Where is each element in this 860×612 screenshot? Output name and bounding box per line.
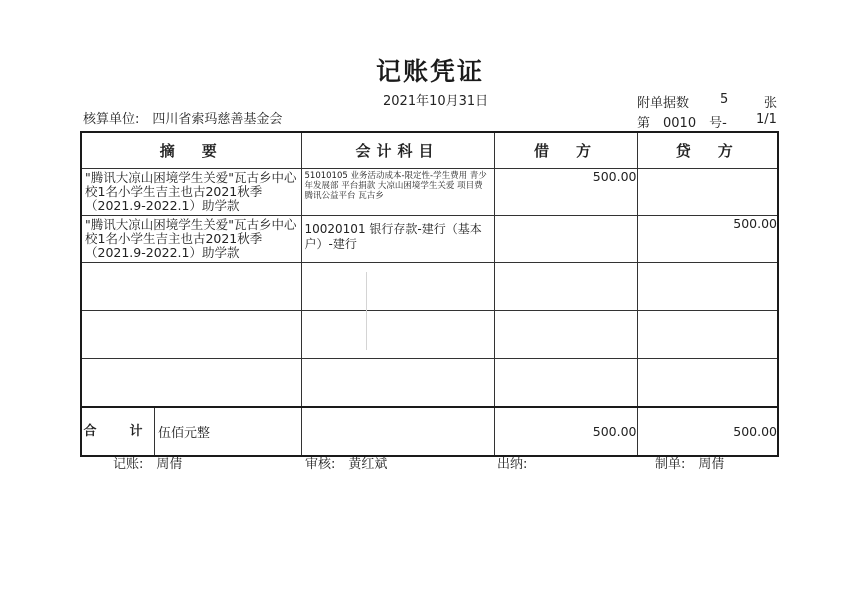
accounting-unit: 核算单位: 四川省索玛慈善基金会	[83, 112, 283, 127]
debit-cell	[494, 216, 637, 263]
attachments-count: 5	[720, 92, 729, 107]
account-cell	[301, 169, 494, 216]
summary-text: "腾讯大凉山困境学生关爱"瓦古乡中心校1名小学生吉主也古2021秋季（2021.9-2022.1）助学款	[85, 170, 297, 213]
attachments-label: 附单据数	[637, 96, 690, 111]
debit-header: 借 方	[494, 132, 637, 169]
credit-header: 贷 方	[637, 132, 778, 169]
attachments-unit: 张	[764, 96, 778, 111]
voucher-title: 记账凭证	[375, 57, 484, 86]
empty-row	[81, 311, 778, 359]
account-text: 51010105 业务活动成本-限定性-学生费用 青少年发展部 平台捐款 大凉山困境学生关爱 项目费 腾讯公益平台 瓦古乡	[304, 171, 487, 201]
summary-cell	[81, 169, 301, 216]
empty-row	[81, 263, 778, 311]
account-text: 10020101 银行存款-建行（基本户）-建行	[304, 222, 482, 251]
voucher-number: 第 0010 号-	[637, 116, 727, 131]
cashier-signature: 出纳:	[497, 457, 528, 472]
summary-header: 摘 要	[81, 132, 301, 169]
voucher-date: 2021年10月31日	[383, 94, 489, 109]
total-row	[81, 407, 778, 456]
account-header: 会计科目	[301, 132, 494, 169]
preparer-signature: 制单: 周倩	[655, 457, 725, 472]
total-label-cell	[81, 407, 301, 456]
table-row	[81, 169, 778, 216]
bookkeeper-signature: 记账: 周倩	[113, 457, 183, 472]
total-label: 合 计	[82, 408, 155, 455]
table-row	[81, 216, 778, 263]
credit-cell	[637, 169, 778, 216]
credit-cell: 500.00	[637, 216, 778, 263]
account-cell	[301, 216, 494, 263]
scan-mark	[366, 272, 367, 350]
total-amount-words: 伍佰元整	[158, 426, 211, 441]
total-credit: 500.00	[637, 407, 778, 456]
total-debit: 500.00	[494, 407, 637, 456]
reviewer-signature: 审核: 黄红斌	[305, 457, 388, 472]
voucher-page: 1/1	[756, 112, 777, 127]
empty-row	[81, 359, 778, 408]
summary-cell	[81, 216, 301, 263]
table-header-row	[81, 132, 778, 169]
debit-cell: 500.00	[494, 169, 637, 216]
voucher-table	[80, 131, 779, 457]
summary-text: "腾讯大凉山困境学生关爱"瓦古乡中心校1名小学生吉主也古2021秋季（2021.9-2022.1）助学款	[85, 217, 297, 260]
